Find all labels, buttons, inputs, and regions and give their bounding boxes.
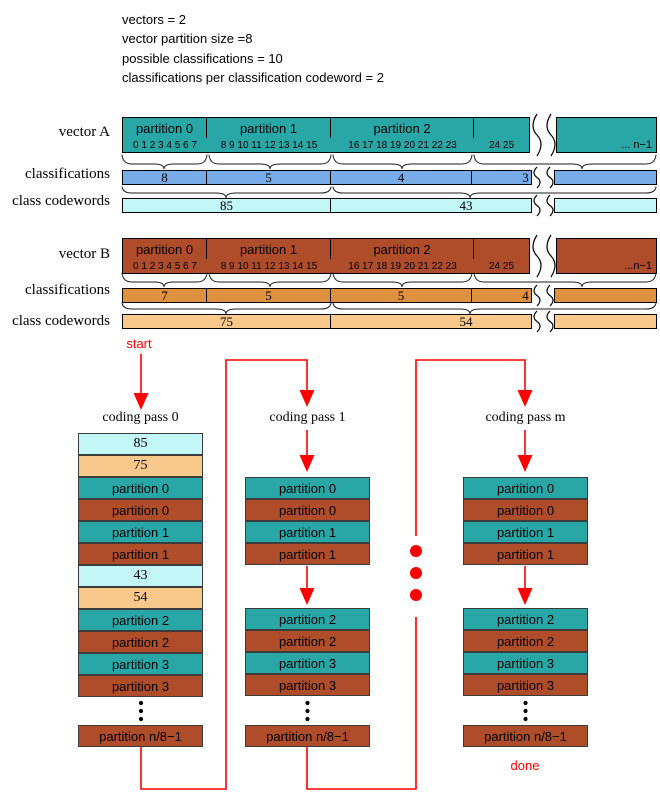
classifications-b-label: classifications bbox=[25, 282, 110, 298]
vector-a-bar-tail: ... n−1 bbox=[556, 117, 657, 153]
column-ellipsis-dot bbox=[523, 717, 527, 721]
class-codewords-a-bar-tail bbox=[554, 198, 657, 213]
grouping-brace bbox=[122, 155, 207, 169]
codeword-segment bbox=[123, 199, 331, 212]
partition-cell-indices: 8 9 10 11 12 13 14 15 bbox=[220, 139, 318, 151]
grouping-brace bbox=[333, 273, 472, 287]
classification-segment bbox=[472, 289, 531, 302]
column-ellipsis-dot bbox=[139, 717, 143, 721]
bar-break-mark bbox=[533, 235, 541, 277]
parameter-line: vectors = 2 bbox=[122, 12, 186, 27]
partition-name bbox=[474, 118, 529, 138]
more-passes-dot bbox=[410, 589, 422, 601]
classifications-a-bar bbox=[122, 170, 532, 185]
pass-block: partition 3 bbox=[78, 675, 203, 697]
class-codewords-a-bar bbox=[122, 198, 532, 213]
coding-pass-0-title: coding pass 0 bbox=[102, 410, 179, 425]
pass-block: partition 3 bbox=[463, 674, 588, 696]
column-ellipsis-dot bbox=[139, 701, 143, 705]
codeword-value: 75 bbox=[220, 313, 233, 329]
pass-block: 54 bbox=[78, 587, 203, 609]
classification-value: 5 bbox=[397, 287, 405, 303]
partition-name: partition 0 bbox=[123, 118, 207, 138]
partition-cell-indices: 16 17 18 19 20 21 22 23 bbox=[348, 139, 457, 151]
partition-cell-indices: 0 1 2 3 4 5 6 7 bbox=[133, 139, 197, 151]
partition-cell-indices: 0 1 2 3 4 5 6 7 bbox=[133, 260, 197, 272]
column-ellipsis-dot bbox=[305, 701, 309, 705]
pass-block: partition 2 bbox=[78, 631, 203, 653]
partition-name: partition 2 bbox=[331, 239, 474, 259]
classification-segment bbox=[472, 171, 531, 184]
classification-segment bbox=[123, 171, 207, 184]
flow-arrowhead bbox=[300, 390, 315, 407]
column-ellipsis-dot bbox=[523, 709, 527, 713]
classifications-b-bar-tail bbox=[554, 288, 657, 303]
classification-value: 3 bbox=[522, 169, 529, 185]
partition-cell-indices: 24 25 bbox=[488, 260, 515, 272]
bar-break-mark bbox=[534, 311, 540, 332]
flow-arrowhead bbox=[518, 588, 533, 605]
bar-break-mark bbox=[534, 167, 540, 188]
coding-pass-1-title: coding pass 1 bbox=[269, 410, 346, 425]
grouping-brace bbox=[333, 303, 656, 314]
classification-segment bbox=[331, 289, 472, 302]
column-ellipsis-dot bbox=[305, 717, 309, 721]
parameters-block bbox=[122, 10, 384, 88]
pass-block: partition 1 bbox=[463, 543, 588, 565]
partition-name: partition 2 bbox=[331, 118, 474, 138]
more-passes-dot bbox=[410, 545, 422, 557]
grouping-brace bbox=[122, 273, 207, 287]
partition-name bbox=[474, 239, 529, 259]
flow-arrowhead bbox=[518, 390, 533, 407]
codeword-value: 54 bbox=[459, 313, 473, 329]
classification-value: 7 bbox=[161, 287, 168, 303]
flow-arrowhead bbox=[134, 393, 149, 410]
pass-block: partition 2 bbox=[245, 608, 370, 630]
pass-block: partition 1 bbox=[245, 543, 370, 565]
partition-cells-row bbox=[123, 259, 529, 273]
pass-block: partition 0 bbox=[463, 499, 588, 521]
bar-break-mark bbox=[534, 285, 540, 306]
partition-cell-indices: 16 17 18 19 20 21 22 23 bbox=[348, 260, 457, 272]
grouping-brace bbox=[209, 155, 331, 169]
classification-value: 4 bbox=[397, 169, 405, 185]
pass-block: 85 bbox=[78, 433, 203, 455]
classification-segment bbox=[207, 289, 331, 302]
bar-break-mark bbox=[547, 235, 555, 277]
start-label: start bbox=[126, 336, 152, 351]
grouping-brace bbox=[474, 155, 656, 169]
class-codewords-a-label: class codewords bbox=[12, 193, 110, 209]
partition-label-row bbox=[123, 118, 529, 138]
grouping-brace bbox=[333, 187, 656, 198]
more-passes-dot bbox=[410, 567, 422, 579]
pass-block: partition 0 bbox=[78, 477, 203, 499]
codeword-value: 85 bbox=[220, 197, 233, 213]
pass-tail-block: partition n/8−1 bbox=[463, 725, 588, 747]
column-ellipsis-dot bbox=[139, 709, 143, 713]
bar-break-mark bbox=[547, 311, 553, 332]
flow-arrowhead bbox=[518, 455, 533, 472]
vector-a-bar bbox=[122, 117, 530, 153]
bar-break-mark bbox=[533, 114, 541, 156]
grouping-brace bbox=[474, 273, 656, 287]
codeword-segment bbox=[331, 315, 531, 328]
parameter-line: vector partition size =8 bbox=[122, 31, 253, 47]
classification-value: 5 bbox=[265, 169, 272, 185]
column-ellipsis-dot bbox=[523, 701, 527, 705]
parameter-line: classifications per classification codeword = 2 bbox=[122, 70, 384, 86]
pass-block: partition 0 bbox=[463, 477, 588, 499]
done-label: done bbox=[510, 758, 540, 773]
pass-block: partition 3 bbox=[78, 653, 203, 675]
column-ellipsis-dot bbox=[305, 709, 309, 713]
partition-cell-indices: 8 9 10 11 12 13 14 15 bbox=[220, 260, 318, 272]
classifications-b-bar bbox=[122, 288, 532, 303]
pass-block: 75 bbox=[78, 455, 203, 477]
vector-b-bar bbox=[122, 238, 530, 274]
pass-block: partition 1 bbox=[463, 521, 588, 543]
coding-pass-m-title: coding pass m bbox=[485, 410, 566, 425]
partition-name: partition 1 bbox=[207, 239, 331, 259]
flow-arrowhead bbox=[300, 455, 315, 472]
vector-a-label: vector A bbox=[58, 124, 110, 140]
class-codewords-b-bar-tail bbox=[554, 314, 657, 329]
bar-break-mark bbox=[547, 114, 555, 156]
pass-tail-block: partition n/8−1 bbox=[245, 725, 370, 747]
partition-cell-indices: 24 25 bbox=[488, 139, 515, 151]
grouping-brace bbox=[333, 155, 472, 169]
classification-value: 4 bbox=[522, 287, 529, 303]
pass-block: partition 1 bbox=[78, 543, 203, 565]
classifications-a-bar-tail bbox=[554, 170, 657, 185]
classification-segment bbox=[207, 171, 331, 184]
parameter-line: possible classifications = 10 bbox=[122, 50, 283, 66]
pass-block: partition 2 bbox=[463, 630, 588, 652]
codeword-segment bbox=[123, 315, 331, 328]
classification-value: 8 bbox=[161, 169, 168, 185]
classification-segment bbox=[331, 171, 472, 184]
pass-block: partition 2 bbox=[245, 630, 370, 652]
bar-break-mark bbox=[534, 195, 540, 216]
pass-block: partition 0 bbox=[78, 499, 203, 521]
pass-block: partition 2 bbox=[463, 608, 588, 630]
grouping-brace bbox=[209, 273, 331, 287]
pass-tail-block: partition n/8−1 bbox=[78, 725, 203, 747]
pass-block: partition 3 bbox=[245, 652, 370, 674]
grouping-brace bbox=[122, 303, 331, 314]
pass-block: partition 3 bbox=[245, 674, 370, 696]
codeword-value: 43 bbox=[459, 197, 473, 213]
bar-break-mark bbox=[547, 167, 553, 188]
class-codewords-b-label: class codewords bbox=[12, 313, 110, 329]
classification-value: 5 bbox=[265, 287, 272, 303]
pass-block: partition 1 bbox=[245, 521, 370, 543]
pass-block: partition 0 bbox=[245, 477, 370, 499]
partition-name: partition 1 bbox=[207, 118, 331, 138]
pass-block: 43 bbox=[78, 565, 203, 587]
pass-block: partition 2 bbox=[78, 609, 203, 631]
classifications-a-label: classifications bbox=[25, 166, 110, 182]
pass-block: partition 0 bbox=[245, 499, 370, 521]
partition-name: partition 0 bbox=[123, 239, 207, 259]
bar-break-mark bbox=[547, 195, 553, 216]
grouping-brace bbox=[122, 187, 331, 198]
vector-b-bar-tail: ...n−1 bbox=[556, 238, 657, 274]
partition-cells-row bbox=[123, 138, 529, 152]
classification-segment bbox=[123, 289, 207, 302]
pass-block: partition 1 bbox=[78, 521, 203, 543]
flow-arrowhead bbox=[300, 588, 315, 605]
vector-b-label: vector B bbox=[58, 246, 110, 262]
class-codewords-b-bar bbox=[122, 314, 532, 329]
pass-block: partition 3 bbox=[463, 652, 588, 674]
codeword-segment bbox=[331, 199, 531, 212]
bar-break-mark bbox=[547, 285, 553, 306]
partition-label-row bbox=[123, 239, 529, 259]
